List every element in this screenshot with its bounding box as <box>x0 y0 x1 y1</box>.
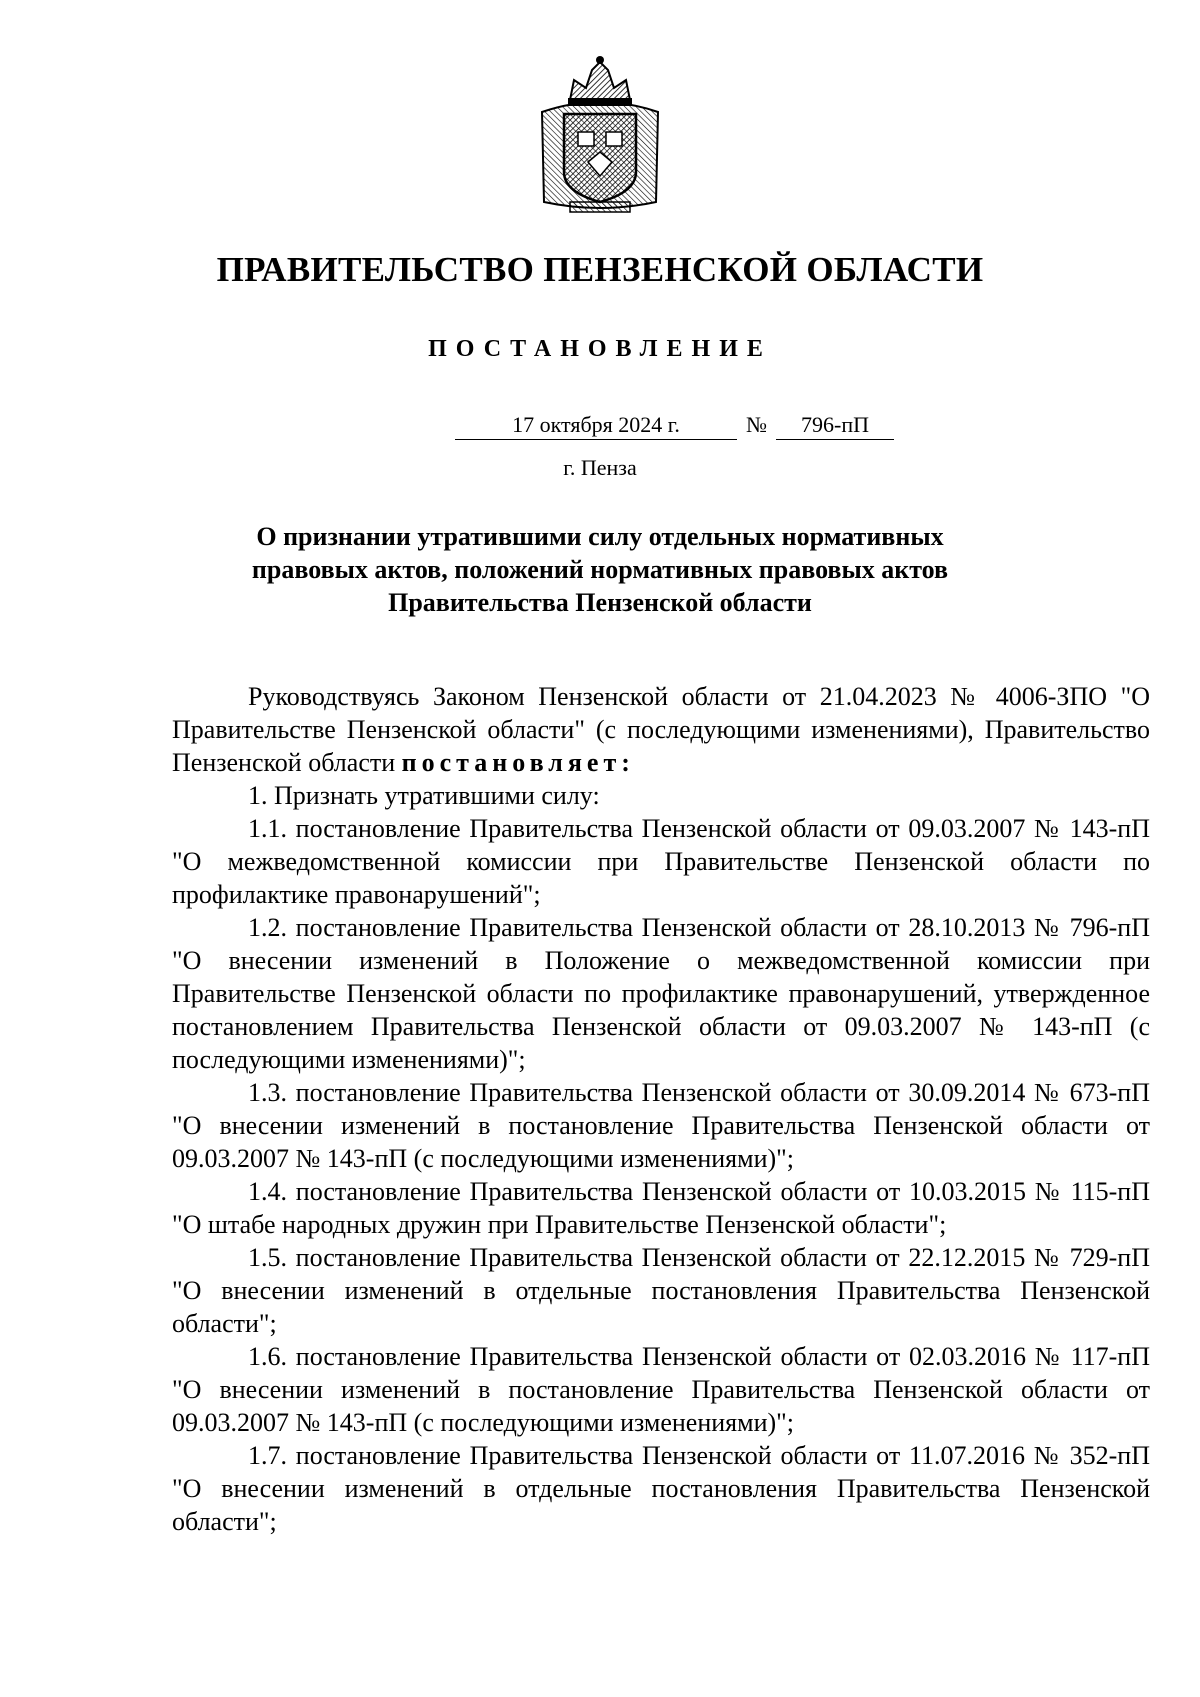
item-paragraph: 1.2. постановление Правительства Пензенской области от 28.10.2013 № 796-пП "О внесении изменений в Положение о межведомственной комиссии при Правительстве Пензенской области по профилактике правонарушений, утвержденное постановлением Правительства Пензенской области от 09.03.2007 № 143-пП (с последующими изменениями)"; <box>172 913 1150 1074</box>
document-number: 796-пП <box>776 412 894 440</box>
document-date: 17 октября 2024 г. <box>455 412 737 440</box>
coat-of-arms-icon <box>530 52 670 220</box>
subject-line: О признании утратившими силу отдельных нормативных <box>256 522 944 551</box>
preamble-paragraph <box>172 680 1150 779</box>
item-paragraph: 1. Признать утратившими силу: <box>248 781 600 810</box>
item-paragraph: 1.3. постановление Правительства Пензенской области от 30.09.2014 № 673-пП "О внесении изменений в постановление Правительства Пензенской области от 09.03.2007 № 143-пП (с последующими изменениями)"; <box>172 1078 1150 1173</box>
document-subject <box>200 520 1000 619</box>
item-paragraph: 1.1. постановление Правительства Пензенской области от 09.03.2007 № 143-пП "О межведомственной комиссии при Правительстве Пензенской области по профилактике правонарушений"; <box>172 814 1150 909</box>
item-paragraph: 1.5. постановление Правительства Пензенской области от 22.12.2015 № 729-пП "О внесении изменений в отдельные постановления Правительства Пензенской области"; <box>172 1243 1150 1338</box>
preamble-text: Руководствуясь Законом Пензенской области от 21.04.2023 № 4006-ЗПО "О Правительстве Пензенской области" (с последующими изменениями), Правительство Пензенской области <box>172 682 1150 777</box>
item-paragraph: 1.4. постановление Правительства Пензенской области от 10.03.2015 № 115-пП "О штабе народных дружин при Правительстве Пензенской области"; <box>172 1177 1150 1239</box>
government-title: ПРАВИТЕЛЬСТВО ПЕНЗЕНСКОЙ ОБЛАСТИ <box>216 250 984 289</box>
document-body <box>172 680 1150 1538</box>
subject-line: Правительства Пензенской области <box>388 588 812 617</box>
subject-line: правовых актов, положений нормативных правовых актов <box>251 555 949 584</box>
document-type: ПОСТАНОВЛЕНИЕ <box>428 336 772 362</box>
decree-word: постановляет: <box>401 748 635 777</box>
item-paragraph: 1.6. постановление Правительства Пензенской области от 02.03.2016 № 117-пП "О внесении изменений в постановление Правительства Пензенской области от 09.03.2007 № 143-пП (с последующими изменениями)"; <box>172 1342 1150 1437</box>
number-sign: № <box>746 412 767 437</box>
item-paragraph: 1.7. постановление Правительства Пензенской области от 11.07.2016 № 352-пП "О внесении изменений в отдельные постановления Правительства Пензенской области"; <box>172 1441 1150 1536</box>
document-city: г. Пенза <box>563 455 637 480</box>
